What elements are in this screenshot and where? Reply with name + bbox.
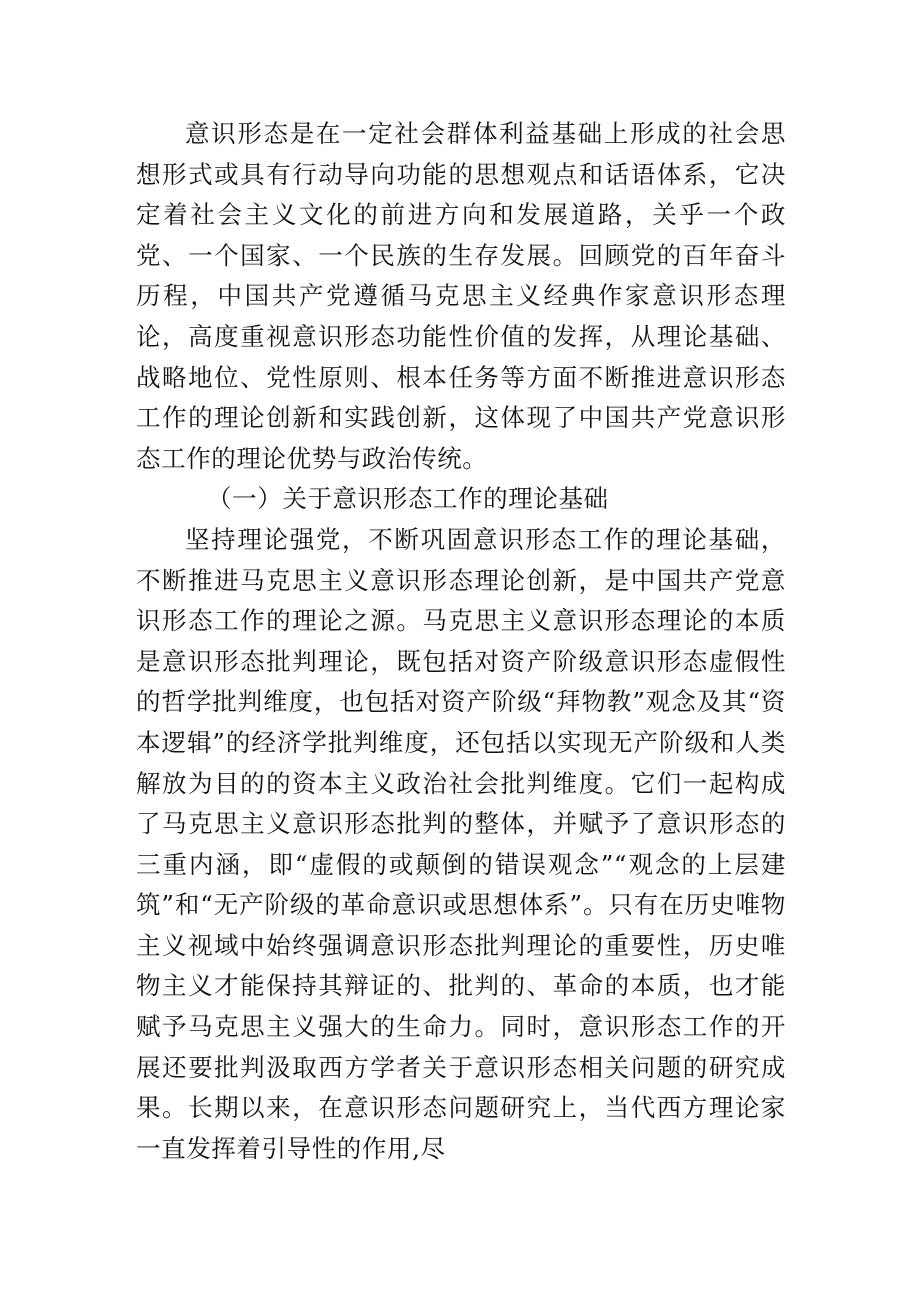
document-body xyxy=(136,114,786,1169)
section-heading: （一）关于意识形态工作的理论基础 xyxy=(207,484,609,514)
paragraph-intro: 意识形态是在一定社会群体利益基础上形成的社会思想形式或具有行动导向功能的思想观点和话语体系，它决定着社会主义文化的前进方向和发展道路，关乎一个政党、一个国家、一个民族的生存发展。回顾党的百年奋斗历程，中国共产党遵循马克思主义经典作家意识形态理论，高度重视意识形态功能性价值的发挥，从理论基础、战略地位、党性原则、根本任务等方面不断推进意识形态工作的理论创新和实践创新，这体现了中国共产党意识形态工作的理论优势与政治传统。 xyxy=(136,119,786,473)
paragraph-theory-basis: 坚持理论强党，不断巩固意识形态工作的理论基础，不断推进马克思主义意识形态理论创新，是中国共产党意识形态工作的理论之源。马克思主义意识形态理论的本质是意识形态批判理论，既包括对资产阶级意识形态虚假性的哲学批判维度，也包括对资产阶级“拜物教”观念及其“资本逻辑”的经济学批判维度，还包括以实现无产阶级和人类解放为目的的资本主义政治社会批判维度。它们一起构成了马克思主义意识形态批判的整体，并赋予了意识形态的三重内涵，即“虚假的或颠倒的错误观念”“观念的上层建筑”和“无产阶级的革命意识或思想体系”。只有在历史唯物主义视域中始终强调意识形态批判理论的重要性，历史唯物主义才能保持其辩证的、批判的、革命的本质，也才能赋予马克思主义强大的生命力。同时，意识形态工作的开展还要批判汲取西方学者关于意识形态相关问题的研究成果。长期以来，在意识形态问题研究上，当代西方理论家一直发挥着引导性的作用,尽 xyxy=(136,524,786,1163)
